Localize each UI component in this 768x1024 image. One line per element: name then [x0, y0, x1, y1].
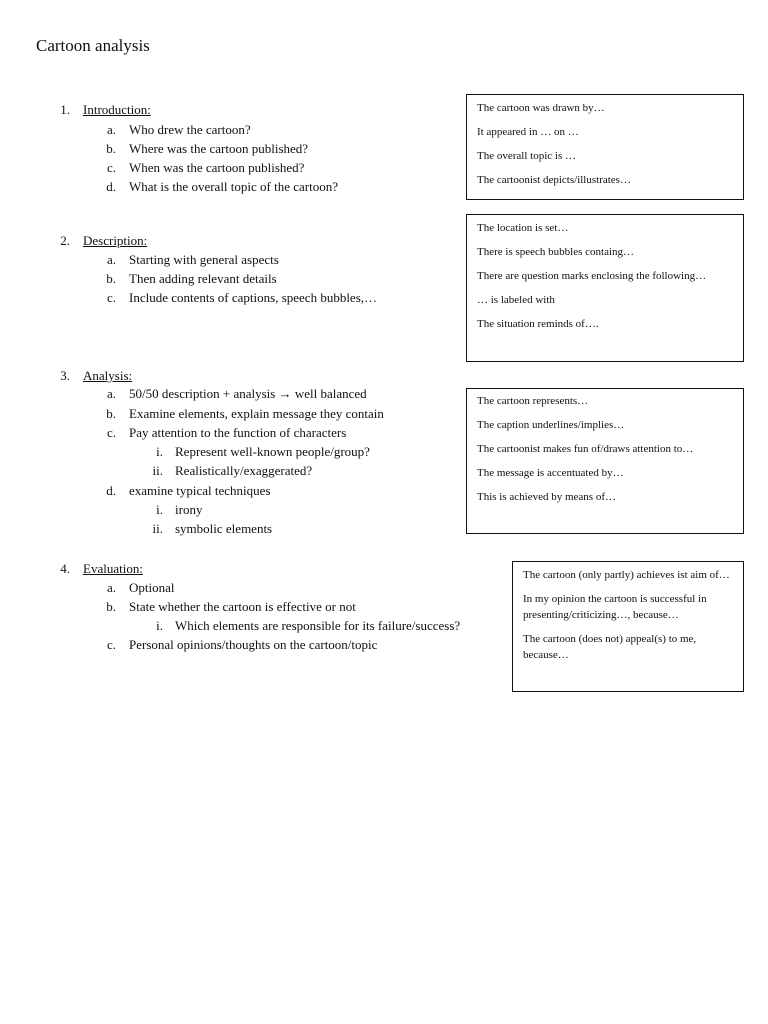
- phrase-box-evaluation: [512, 561, 744, 692]
- phrase: The cartoon was drawn by…: [477, 102, 605, 114]
- list-item: What is the overall topic of the cartoon?: [129, 179, 339, 194]
- item-marker: c.: [106, 637, 116, 652]
- page-title: Cartoon analysis: [36, 36, 150, 55]
- list-item: examine typical techniques: [129, 483, 271, 498]
- item-marker: ii.: [152, 463, 163, 478]
- section-number: 1.: [60, 102, 70, 117]
- list-item: symbolic elements: [175, 521, 273, 536]
- item-marker: b.: [106, 599, 116, 614]
- section-heading: Evaluation:: [83, 561, 143, 576]
- section-heading: Introduction:: [83, 102, 151, 117]
- list-item: Starting with general aspects: [129, 252, 279, 267]
- phrase: It appeared in … on …: [477, 126, 579, 138]
- section-heading: Analysis:: [83, 368, 133, 383]
- list-item: Represent well-known people/group?: [175, 444, 370, 459]
- item-marker: a.: [106, 122, 116, 137]
- list-item: Then adding relevant details: [129, 271, 277, 286]
- phrase: The cartoon represents…: [477, 395, 589, 407]
- item-marker: i.: [156, 444, 163, 459]
- list-item: Realistically/exaggerated?: [175, 463, 313, 478]
- phrase: There are question marks enclosing the following…: [477, 270, 707, 282]
- item-marker: i.: [156, 502, 163, 517]
- phrase-box-analysis: [466, 388, 744, 534]
- item-marker: a.: [106, 580, 116, 595]
- phrase-box-introduction: [466, 94, 744, 200]
- item-marker: c.: [106, 425, 116, 440]
- section-number: 4.: [60, 561, 70, 576]
- section-number: 2.: [60, 233, 70, 248]
- phrase: In my opinion the cartoon is successful in presenting/criticizing…, because…: [523, 593, 707, 621]
- item-marker: ii.: [152, 521, 163, 536]
- section-heading: Description:: [83, 233, 148, 248]
- list-item: Which elements are responsible for its failure/success?: [175, 618, 461, 633]
- item-marker: b.: [106, 141, 116, 156]
- list-item: Include contents of captions, speech bubbles,…: [129, 290, 378, 305]
- phrase: The cartoon (does not) appeal(s) to me, because…: [523, 633, 697, 661]
- list-item: irony: [175, 502, 203, 517]
- phrase: The cartoonist makes fun of/draws attention to…: [477, 443, 694, 455]
- list-item: When was the cartoon published?: [129, 160, 305, 175]
- phrase: The cartoonist depicts/illustrates…: [477, 174, 631, 186]
- phrase: This is achieved by means of…: [477, 491, 616, 503]
- phrase: The message is accentuated by…: [477, 467, 624, 479]
- item-marker: b.: [106, 271, 116, 286]
- list-item: State whether the cartoon is effective or not: [129, 599, 356, 614]
- list-item: Who drew the cartoon?: [129, 122, 251, 137]
- list-item: Examine elements, explain message they contain: [129, 406, 384, 421]
- phrase-box-description: [466, 214, 744, 362]
- item-marker: d.: [106, 179, 116, 194]
- item-marker: i.: [156, 618, 163, 633]
- phrase: … is labeled with: [477, 294, 555, 306]
- phrase: The overall topic is …: [477, 150, 576, 162]
- item-marker: a.: [106, 386, 116, 401]
- list-item: Optional: [129, 580, 175, 595]
- phrase: There is speech bubbles containg…: [477, 246, 635, 258]
- phrase: The caption underlines/implies…: [477, 419, 625, 431]
- section-number: 3.: [60, 368, 70, 383]
- phrase: The location is set…: [477, 222, 569, 234]
- list-item: Pay attention to the function of characters: [129, 425, 347, 440]
- phrase: The situation reminds of….: [477, 318, 599, 330]
- item-marker: b.: [106, 406, 116, 421]
- list-item: Personal opinions/thoughts on the cartoon/topic: [129, 637, 378, 652]
- item-marker: c.: [106, 160, 116, 175]
- item-marker: d.: [106, 483, 116, 498]
- list-item: 50/50 description + analysis → well balanced: [129, 386, 367, 401]
- item-marker: c.: [106, 290, 116, 305]
- list-item: Where was the cartoon published?: [129, 141, 309, 156]
- item-marker: a.: [106, 252, 116, 267]
- phrase: The cartoon (only partly) achieves ist aim of…: [523, 569, 730, 581]
